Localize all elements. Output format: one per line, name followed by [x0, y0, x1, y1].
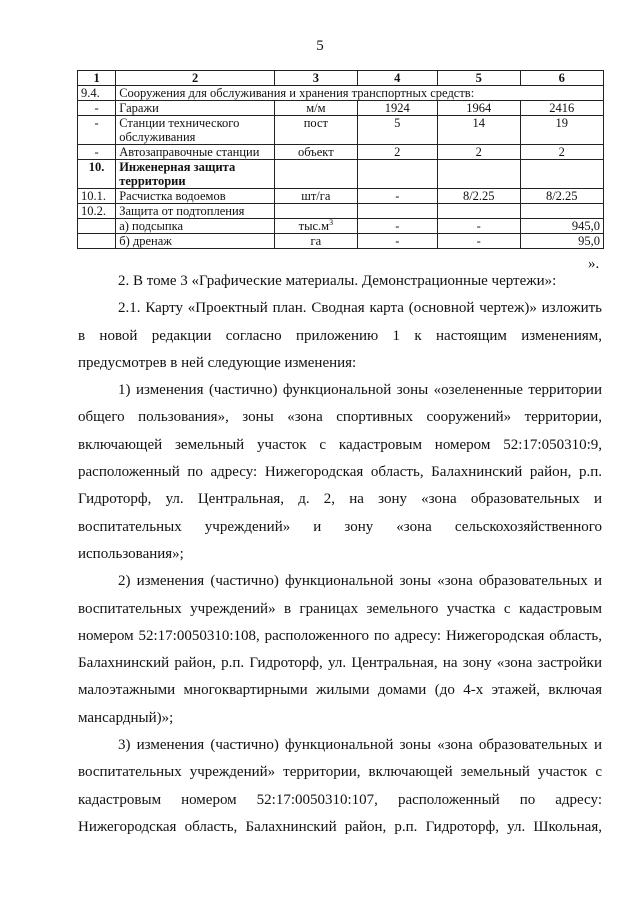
- row-value: 945,0: [520, 219, 604, 234]
- row-value: 2: [357, 145, 437, 160]
- row-value: -: [357, 219, 437, 234]
- row-number: -: [78, 145, 116, 160]
- header-cell: 4: [357, 71, 437, 86]
- row-unit: объект: [275, 145, 357, 160]
- empty-cell: [438, 160, 520, 189]
- row-number: 10.1.: [78, 189, 116, 204]
- paragraph: использования»;: [78, 545, 184, 562]
- row-value: 14: [438, 116, 520, 145]
- header-cell: 1: [78, 71, 116, 86]
- header-cell: 3: [275, 71, 357, 86]
- row-unit: шт/га: [275, 189, 357, 204]
- header-cell: 6: [520, 71, 604, 86]
- table-row: [78, 145, 604, 160]
- table-row: [78, 116, 604, 145]
- paragraph: 1) изменения (частично) функциональной зоны «озелененные территории общего пользования», зоны «зона спортивных сооружений» территории, включающей земельный участок с кадастровым номером 52:17:050310:9, расположенный по адресу: Нижегородская область, Балахнинский район, р.п. Гидроторф, ул. Центральная, д. 2, на зону «зона образовательных и воспитательных учреждений» и зону «зона сельскохозяйственного: [78, 382, 602, 535]
- data-table: [77, 70, 604, 249]
- closing-quote: ».: [588, 256, 600, 272]
- table-row: [78, 234, 604, 249]
- paragraph: 2.1. Карту «Проектный план. Сводная карта (основной чертеж)» изложить в новой редакции согласно приложению 1 к настоящим изменениям, предусмотрев в ней следующие изменения:: [78, 300, 602, 371]
- header-cell: 5: [438, 71, 520, 86]
- table-row: [78, 101, 604, 116]
- empty-cell: [520, 204, 604, 219]
- row-name: Гаражи: [116, 101, 275, 116]
- row-value: 5: [357, 116, 437, 145]
- table-row: [78, 160, 604, 189]
- empty-cell: [520, 160, 604, 189]
- row-number: 9.4.: [78, 86, 116, 101]
- empty-cell: [78, 234, 116, 249]
- paragraph: 2. В томе 3 «Графические материалы. Демонстрационные чертежи»:: [118, 273, 557, 289]
- row-name: Защита от подтопления: [116, 204, 275, 219]
- row-value: 2: [520, 145, 604, 160]
- empty-cell: [357, 204, 437, 219]
- row-value: 8/2.25: [520, 189, 604, 204]
- row-value: 1924: [357, 101, 437, 116]
- row-unit: га: [275, 234, 357, 249]
- body-text: [78, 268, 602, 841]
- unit-superscript: 3: [329, 217, 334, 227]
- row-value: 19: [520, 116, 604, 145]
- row-value: 8/2.25: [438, 189, 520, 204]
- row-name: Инженерная защита территории: [116, 160, 275, 189]
- row-unit: м/м: [275, 101, 357, 116]
- row-number: -: [78, 101, 116, 116]
- table-row: [78, 204, 604, 219]
- row-unit: пост: [275, 116, 357, 145]
- row-number: 10.2.: [78, 204, 116, 219]
- table-header-row: [78, 71, 604, 86]
- empty-cell: [275, 160, 357, 189]
- row-name: Расчистка водоемов: [116, 189, 275, 204]
- row-number: 10.: [78, 160, 116, 189]
- empty-cell: [78, 219, 116, 234]
- row-value: -: [357, 234, 437, 249]
- row-name: б) дренаж: [116, 234, 275, 249]
- row-value: 2416: [520, 101, 604, 116]
- row-unit: [275, 219, 357, 234]
- empty-cell: [357, 160, 437, 189]
- row-value: 95,0: [520, 234, 604, 249]
- row-value: -: [438, 234, 520, 249]
- row-name: а) подсыпка: [116, 219, 275, 234]
- row-value: 2: [438, 145, 520, 160]
- paragraph: 2) изменения (частично) функциональной зоны «зона образовательных и воспитательных учреждений» в границах земельного участка с кадастровым номером 52:17:0050310:108, расположенного по адресу: Нижегородская область, Балахнинский район, р.п. Гидроторф, ул. Центральная, на зону «зона застройки малоэтажными многоквартирными жилыми домами (до 4-х этажей, включая мансардный)»;: [78, 573, 602, 726]
- row-value: -: [357, 189, 437, 204]
- row-name: Станции технического обслуживания: [116, 116, 275, 145]
- table-row: [78, 189, 604, 204]
- paragraph: 3) изменения (частично) функциональной зоны «зона образовательных и воспитательных учреждений» территории, включающей земельный участок с кадастровым номером 52:17:0050310:107, расположенный по адресу: Нижегородская область, Балахнинский район, р.п. Гидроторф, ул. Школьная,: [78, 737, 602, 835]
- row-value: 1964: [438, 101, 520, 116]
- table-row: [78, 86, 604, 101]
- empty-cell: [275, 204, 357, 219]
- page-number: 5: [316, 38, 324, 54]
- empty-cell: [438, 204, 520, 219]
- row-name: Автозаправочные станции: [116, 145, 275, 160]
- row-value: -: [438, 219, 520, 234]
- unit-text: тыс.м: [298, 219, 330, 233]
- row-number: -: [78, 116, 116, 145]
- table-row: [78, 219, 604, 234]
- section-title: Сооружения для обслуживания и хранения транспортных средств:: [116, 86, 604, 101]
- header-cell: 2: [116, 71, 275, 86]
